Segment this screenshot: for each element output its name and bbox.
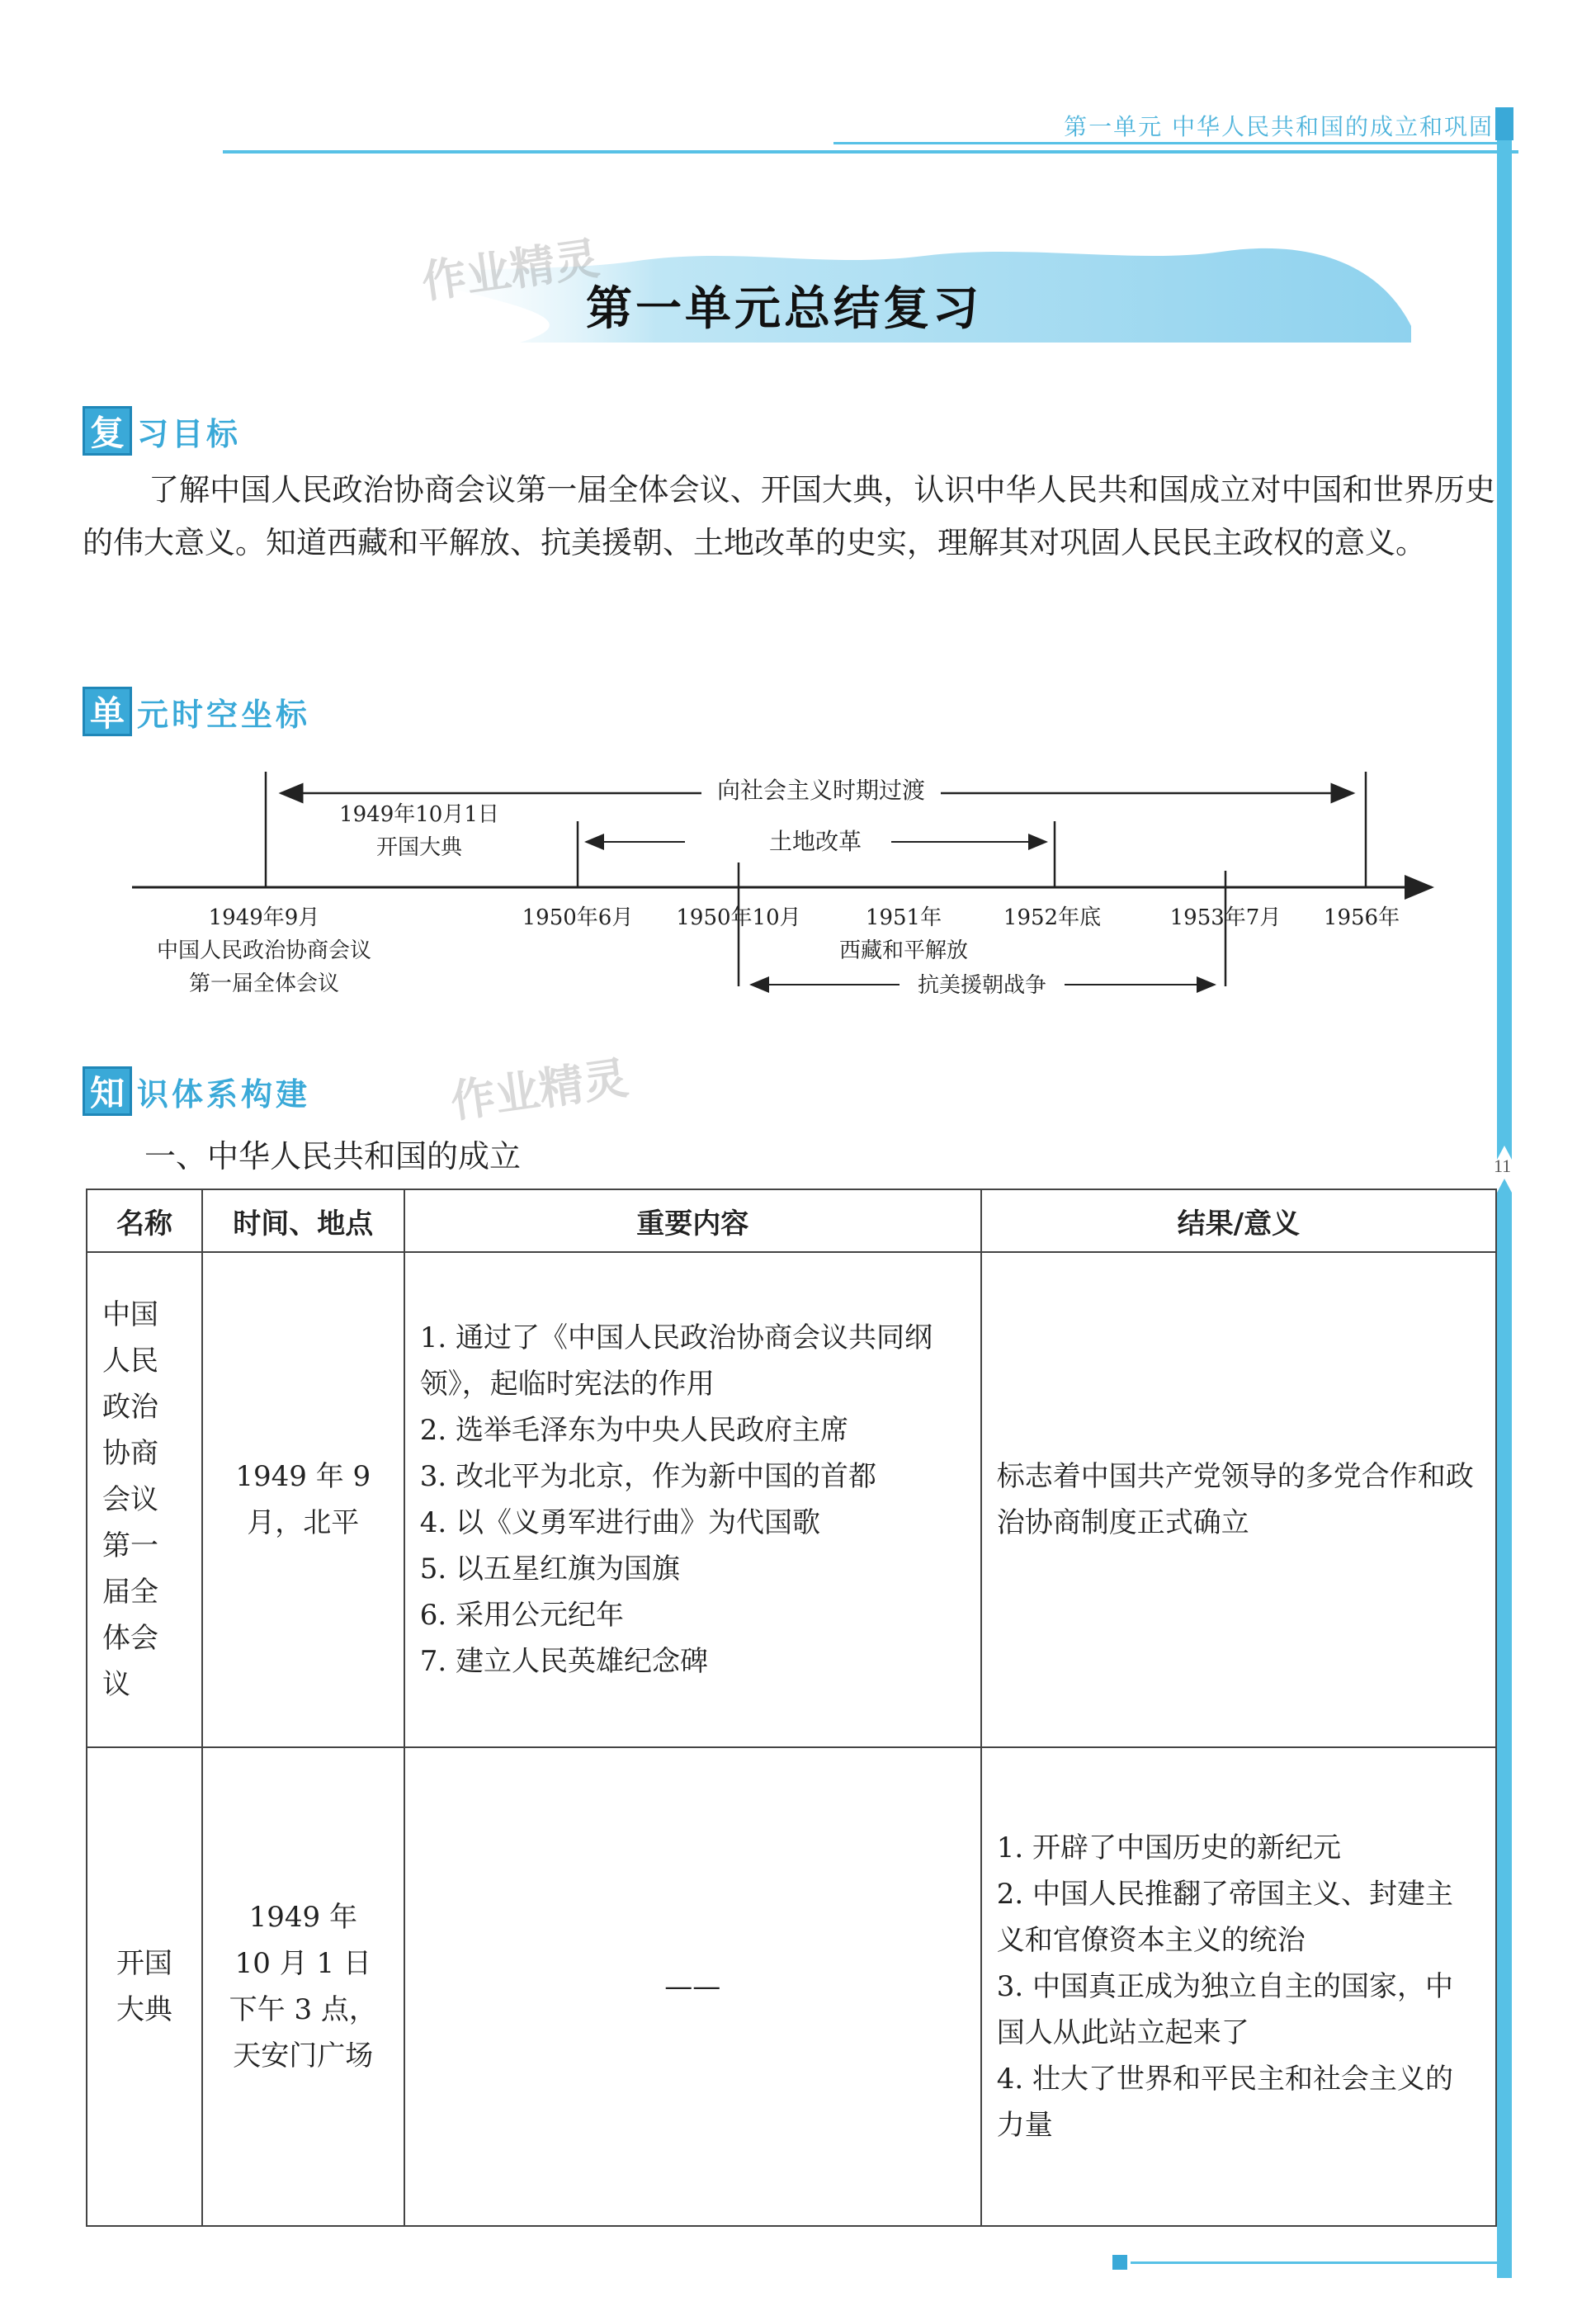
section-icon-fu: 复 [83,406,132,456]
subheading: 一、中华人民共和国的成立 [144,1138,522,1174]
footer-square [1112,2255,1127,2270]
list-item: 4. 以《义勇军进行曲》为代国歌 [419,1506,820,1539]
header-content: 重要内容 [404,1189,981,1252]
tick-label-4: 1952年底 [1003,905,1102,930]
timeline-diagram [124,755,1444,1003]
list-item: 7. 建立人民英雄纪念碑 [419,1645,708,1678]
list-item: 6. 采用公元纪年 [419,1599,624,1632]
ceremony-time-line: 下午 3 点， [229,1993,377,2026]
section-timeline [83,683,310,740]
header-time: 时间、地点 [202,1189,404,1252]
section-knowledge [83,1063,310,1119]
list-item: 2. 中国人民推翻了帝国主义、封建主义和官僚资本主义的统治 [996,1878,1454,1957]
ceremony-name: 开国大典 [87,1747,202,2226]
header-rule [223,150,1518,154]
founding-event: 开国大典 [375,835,463,860]
section-review-goals [83,403,241,459]
transition-label: 向社会主义时期过渡 [716,777,926,804]
running-title: 第一单元 中华人民共和国的成立和巩固 [1064,113,1494,140]
page-number: 11 [1494,1156,1512,1176]
cppcc-content [404,1252,981,1747]
header-result: 结果/意义 [981,1189,1496,1252]
tick-label-1: 1950年6月 [522,905,634,930]
table-row [87,1747,1496,2226]
ceremony-content: —— [404,1747,981,2226]
list-item: 2. 选举毛泽东为中央人民政府主席 [419,1414,848,1447]
list-item: 1. 通过了《中国人民政治协商会议共同纲领》，起临时宪法的作用 [419,1321,933,1401]
ceremony-time-line: 10 月 1 日 [234,1947,371,1980]
tick-label-5: 1953年7月 [1169,905,1282,930]
watermark-middle: 作业精灵 [447,1052,631,1128]
section-icon-zhi: 知 [83,1066,132,1116]
tibet-label: 西藏和平解放 [838,938,969,963]
cppcc-time: 1949 年 9 月，北平 [202,1252,404,1747]
section-title-timeline: 元时空坐标 [137,696,311,733]
cppcc-name: 中国人民政治协商会议第一届全体会议 [87,1252,202,1747]
ceremony-time-line: 1949 年 [248,1901,357,1934]
tick-label-3: 1951年 [865,905,942,930]
cppcc-result: 标志着中国共产党领导的多党合作和政治协商制度正式确立 [981,1252,1496,1747]
land-reform-label: 土地改革 [768,828,862,855]
header-rule-upper [833,142,1510,144]
ceremony-time [202,1747,404,2226]
ceremony-results [981,1747,1496,2226]
tick-label-2: 1950年10月 [676,905,801,930]
founding-date: 1949年10月1日 [339,802,499,827]
list-item: 4. 壮大了世界和平民主和社会主义的力量 [996,2063,1454,2142]
ceremony-time-line: 天安门广场 [233,2039,374,2072]
review-goals-text: 了解中国人民政治协商会议第一届全体会议、开国大典，认识中华人民共和国成立对中国和世界历史的伟大意义。知道西藏和平解放、抗美援朝、土地改革的史实，理解其对巩固人民民主政权的意义。 [83,472,1495,560]
tick-label-0: 1949年9月 [208,905,320,930]
section-title-review: 习目标 [137,415,242,452]
korea-label: 抗美援朝战争 [917,973,1047,998]
list-item: 3. 中国真正成为独立自主的国家，中国人从此站立起来了 [996,1970,1454,2049]
cppcc-line2: 第一届全体会议 [188,971,340,996]
list-item: 5. 以五星红旗为国旗 [419,1552,680,1586]
section-icon-dan: 单 [83,687,132,736]
section-title-knowledge: 识体系构建 [137,1075,311,1113]
cppcc-line1: 中国人民政治协商会议 [156,938,372,963]
table-row [87,1252,1496,1747]
footer-rule [1131,2261,1510,2264]
list-item: 3. 改北平为北京，作为新中国的首都 [419,1460,876,1493]
header-name: 名称 [87,1189,202,1252]
list-item: 1. 开辟了中国历史的新纪元 [996,1831,1342,1864]
page-edge-bar [1495,107,1513,2278]
founding-table [86,1189,1497,2227]
watermark-top: 作业精灵 [418,232,602,309]
tick-label-6: 1956年 [1323,905,1400,930]
page-title: 第一单元总结复习 [586,282,982,336]
table-header-row [87,1189,1496,1252]
